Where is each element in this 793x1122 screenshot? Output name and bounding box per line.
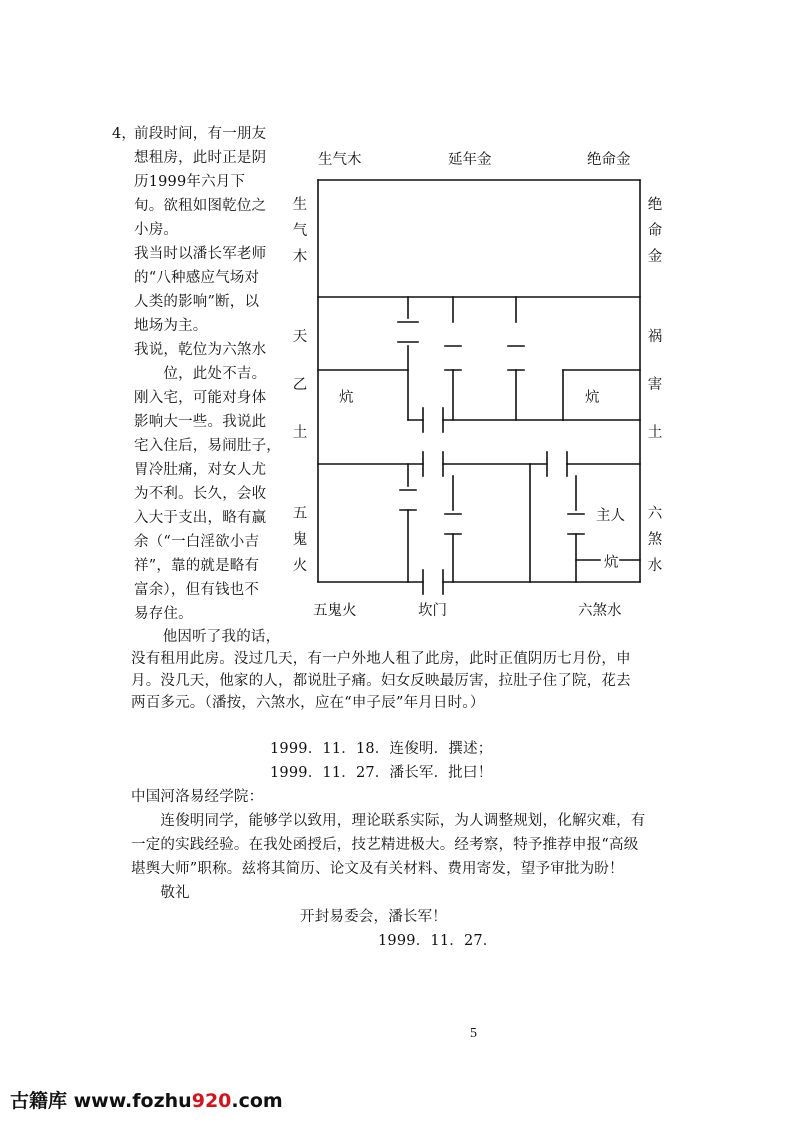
top-label-yannian: 延年金 <box>448 152 492 168</box>
bottom-label-kanmen: 坎门 <box>418 603 447 619</box>
left-line: 位，此处不吉。 <box>134 366 267 382</box>
right-label-jueming: 绝命金 <box>647 197 663 265</box>
right-label-huohai: 祸害土 <box>647 329 663 441</box>
left-line: 入大于支出，略有赢 <box>134 510 267 526</box>
left-label-shengqi: 生气木 <box>292 197 308 265</box>
left-line: 前段时间，有一朋友 <box>134 126 267 142</box>
left-line: 为不利。长久，会收 <box>134 486 267 502</box>
letter-body: 连俊明同学，能够学以致用，理论联系实际，为人调整规划，化解灾难，有 <box>131 813 646 829</box>
paragraph-line: 月。没几天，他家的人，都说肚子痛。妇女反映最厉害，拉肚子住了院，花去 <box>131 673 631 689</box>
left-line: 易存住。 <box>134 606 193 622</box>
left-line: 影响大一些。我说此 <box>134 414 267 430</box>
letter-date: 1999．11．27． <box>378 933 498 949</box>
left-line: 刚入宅，可能对身体 <box>134 390 267 406</box>
room-master: 主人 <box>596 508 625 524</box>
footer-brand: 古籍库 www.fozhu <box>10 1090 192 1112</box>
footer-brand-number: 920 <box>191 1090 232 1112</box>
left-line: 地场为主。 <box>134 318 208 334</box>
top-label-shengqi: 生气木 <box>318 152 362 168</box>
left-line: 宅入住后，易闹肚子， <box>134 438 281 454</box>
left-line: 祥”，靠的就是略有 <box>134 558 260 574</box>
left-line: 富余），但有钱也不 <box>134 582 260 598</box>
left-line: 小房。 <box>134 222 179 238</box>
letter-closing: 敬礼 <box>131 885 190 901</box>
signature-line: 1999．11．27．潘长军．批曰！ <box>270 765 493 781</box>
letter-addressee: 中国河洛易经学院： <box>131 789 264 805</box>
paragraph-line: 没有租用此房。没过几天，有一户外地人租了此房，此时正值阴历七月份，申 <box>131 651 631 667</box>
bottom-label-wugui: 五鬼火 <box>313 603 357 619</box>
left-line: 人类的影响”断，以 <box>134 294 260 310</box>
room-kang-left: 炕 <box>339 390 354 406</box>
room-kang-right: 炕 <box>585 390 600 406</box>
signature-line: 1999．11．18．连俊明．撰述； <box>270 741 493 757</box>
left-label-tianyi: 天乙土 <box>292 329 308 441</box>
left-line: 历1999年六月下 <box>134 174 246 190</box>
right-label-liusha: 六煞水 <box>647 506 663 574</box>
item-number: 4， <box>112 126 137 142</box>
left-line: 旬。欲租如图乾位之 <box>134 198 267 214</box>
top-label-jueming: 绝命金 <box>587 152 631 168</box>
letter-sender: 开封易委会，潘长军！ <box>300 909 447 925</box>
letter-body: 堪舆大师”职称。兹将其简历、论文及有关材料、费用寄发，望予审批为盼！ <box>131 861 624 877</box>
paragraph-line: 两百多元。（潘按，六煞水，应在“申子辰”年月日时。） <box>131 695 485 711</box>
site-footer <box>10 1086 283 1113</box>
left-line: 余（“一白淫欲小吉 <box>134 534 260 550</box>
page-number: 5 <box>470 1026 477 1041</box>
left-line: 我说，乾位为六煞水 <box>134 342 267 358</box>
footer-brand-tail: .com <box>231 1090 283 1112</box>
paragraph-line: 他因听了我的话， <box>148 629 281 645</box>
bottom-label-liusha: 六煞水 <box>578 603 622 619</box>
letter-body: 一定的实践经验。在我处函授后，技艺精进极大。经考察，特予推荐申报“高级 <box>131 837 639 853</box>
left-line: 我当时以潘长军老师 <box>134 246 267 262</box>
left-line: 胃冷肚痛，对女人尤 <box>134 462 267 478</box>
room-kang-small: 炕 <box>604 555 619 571</box>
left-line: 想租房，此时正是阴 <box>134 150 267 166</box>
left-label-wugui: 五鬼火 <box>292 506 308 574</box>
left-line: 的“八种感应气场对 <box>134 270 260 286</box>
